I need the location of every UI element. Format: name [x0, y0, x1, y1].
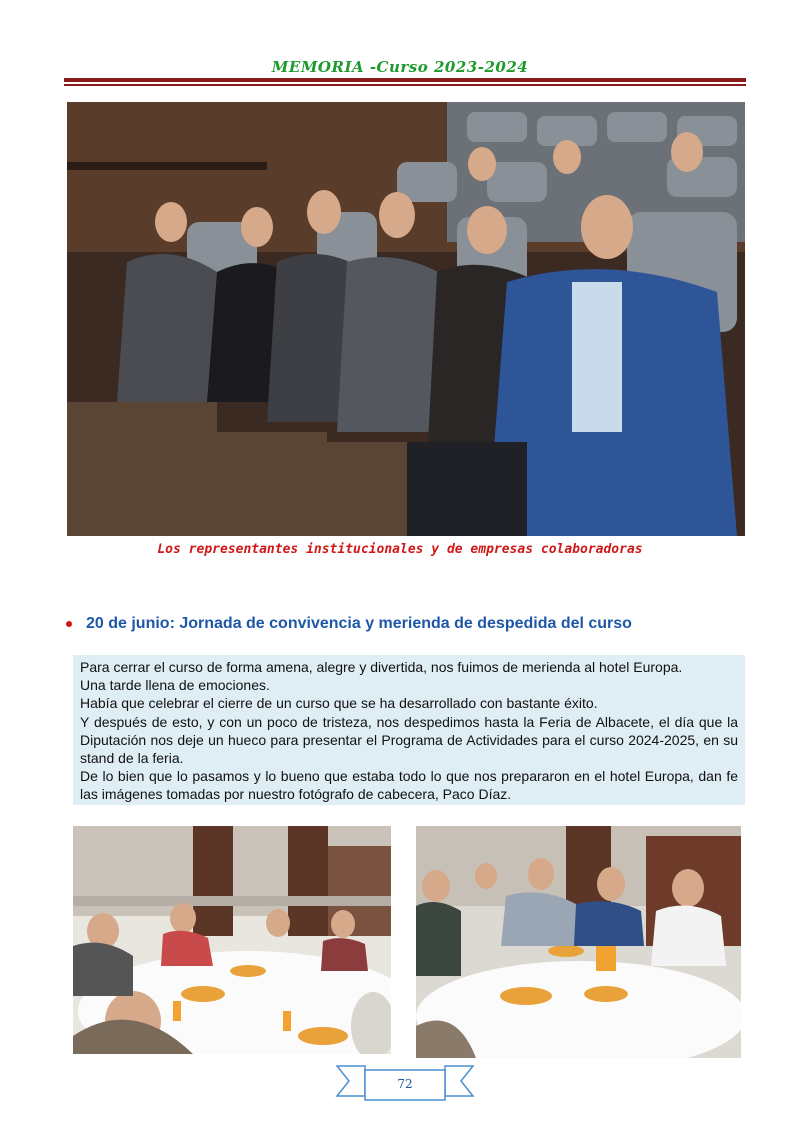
section-heading — [66, 615, 766, 633]
paragraph: Había que celebrar el cierre de un curso que se ha desarrollado con bastante éxito. — [80, 695, 598, 712]
header-rule-thin — [64, 84, 746, 86]
section-heading-text: 20 de junio: Jornada de convivencia y merienda de despedida del curso — [86, 615, 632, 632]
paragraph: De lo bien que lo pasamos y lo bueno que estaba todo lo que nos prepararon en el hotel Europa, dan fe las imágenes tomadas por nuestro fotógrafo de cabecera, Paco Díaz. — [80, 768, 738, 803]
bullet-icon — [66, 621, 72, 627]
paragraph: Y después de esto, y con un poco de tristeza, nos despedimos hasta la Feria de Albacete, el día que la Diputación nos deje un hueco para presentar el Programa de Actividades para el curso 2024-2025, en su stand de la feria. — [80, 713, 738, 767]
photo-merienda-right — [416, 826, 741, 1058]
paragraph: Una tarde llena de emociones. — [80, 677, 270, 694]
photo-institutional-representatives — [67, 102, 745, 536]
document-header-title: MEMORIA -Curso 2023-2024 — [271, 58, 529, 76]
paragraph: Para cerrar el curso de forma amena, alegre y divertida, nos fuimos de merienda al hotel Europa. — [80, 659, 683, 675]
header-rule-thick — [64, 78, 746, 82]
photo-merienda-left — [73, 826, 391, 1054]
photo-caption: Los representantes institucionales y de empresas colaboradoras — [157, 542, 643, 557]
page-number: 72 — [397, 1077, 413, 1091]
body-text-box — [73, 655, 745, 805]
